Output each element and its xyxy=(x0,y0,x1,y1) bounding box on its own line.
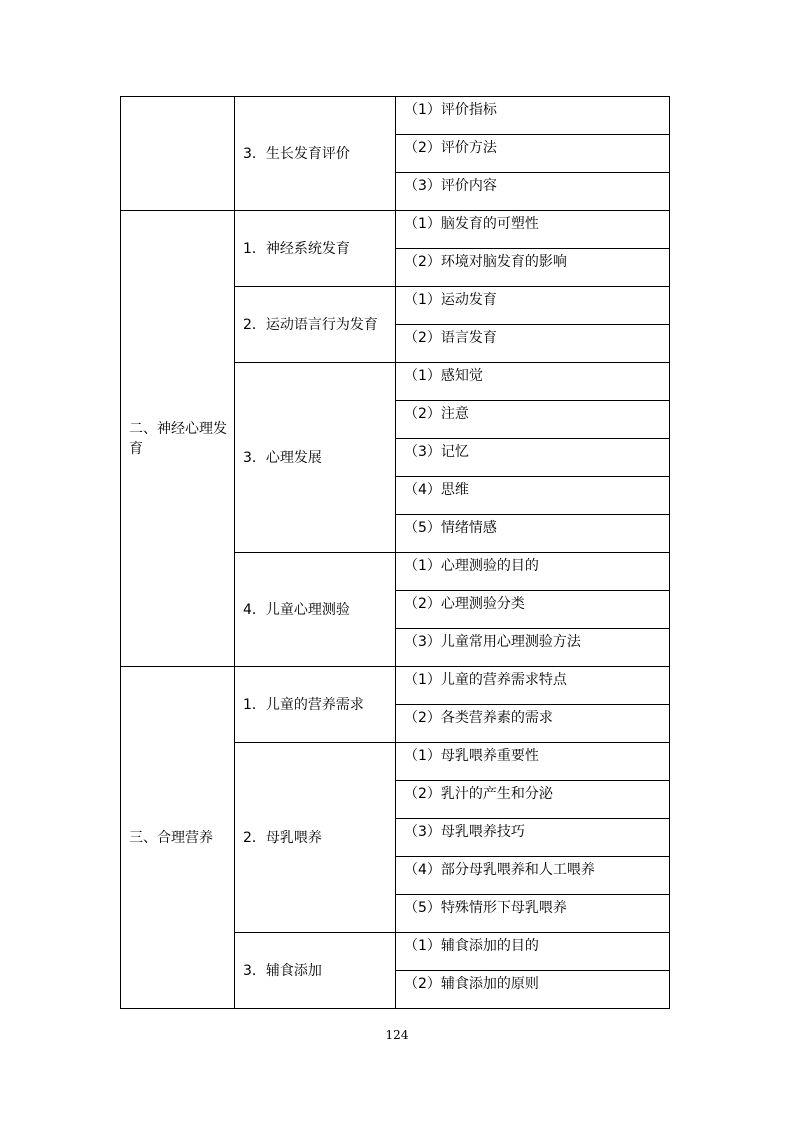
subtopic-item: （1）感知觉 xyxy=(396,363,670,401)
table-row xyxy=(121,667,670,705)
table-row xyxy=(121,97,670,135)
subtopic-item: （2）环境对脑发育的影响 xyxy=(396,249,670,287)
subtopic-item: （2）心理测验分类 xyxy=(396,591,670,629)
topic-label: 2．运动语言行为发育 xyxy=(235,287,396,363)
subtopic-item: （1）脑发育的可塑性 xyxy=(396,211,670,249)
subtopic-item: （3）儿童常用心理测验方法 xyxy=(396,629,670,667)
subtopic-item: （3）母乳喂养技巧 xyxy=(396,819,670,857)
subtopic-item: （4）思维 xyxy=(396,477,670,515)
page-number: 124 xyxy=(385,1028,409,1042)
subtopic-item: （1）运动发育 xyxy=(396,287,670,325)
subtopic-item: （3）记忆 xyxy=(396,439,670,477)
subtopic-item: （4）部分母乳喂养和人工喂养 xyxy=(396,857,670,895)
topic-label: 3．生长发育评价 xyxy=(235,97,396,211)
subtopic-item: （1）心理测验的目的 xyxy=(396,553,670,591)
table-row xyxy=(121,211,670,249)
section-title: 二、神经心理发育 xyxy=(121,211,235,667)
subtopic-item: （3）评价内容 xyxy=(396,173,670,211)
subtopic-item: （1）母乳喂养重要性 xyxy=(396,743,670,781)
subtopic-item: （2）注意 xyxy=(396,401,670,439)
subtopic-item: （5）情绪情感 xyxy=(396,515,670,553)
topic-label: 4．儿童心理测验 xyxy=(235,553,396,667)
subtopic-item: （2）评价方法 xyxy=(396,135,670,173)
section-title: 三、合理营养 xyxy=(121,667,235,1009)
subtopic-item: （5）特殊情形下母乳喂养 xyxy=(396,895,670,933)
subtopic-item: （2）乳汁的产生和分泌 xyxy=(396,781,670,819)
topic-label: 1．神经系统发育 xyxy=(235,211,396,287)
subtopic-item: （1）辅食添加的目的 xyxy=(396,933,670,971)
topic-label: 2．母乳喂养 xyxy=(235,743,396,933)
topic-label: 3．心理发展 xyxy=(235,363,396,553)
syllabus-table xyxy=(120,96,670,1009)
subtopic-item: （2）语言发育 xyxy=(396,325,670,363)
subtopic-item: （1）评价指标 xyxy=(396,97,670,135)
subtopic-item: （1）儿童的营养需求特点 xyxy=(396,667,670,705)
subtopic-item: （2）各类营养素的需求 xyxy=(396,705,670,743)
topic-label: 3．辅食添加 xyxy=(235,933,396,1009)
subtopic-item: （2）辅食添加的原则 xyxy=(396,971,670,1009)
section-title xyxy=(121,97,235,211)
topic-label: 1．儿童的营养需求 xyxy=(235,667,396,743)
